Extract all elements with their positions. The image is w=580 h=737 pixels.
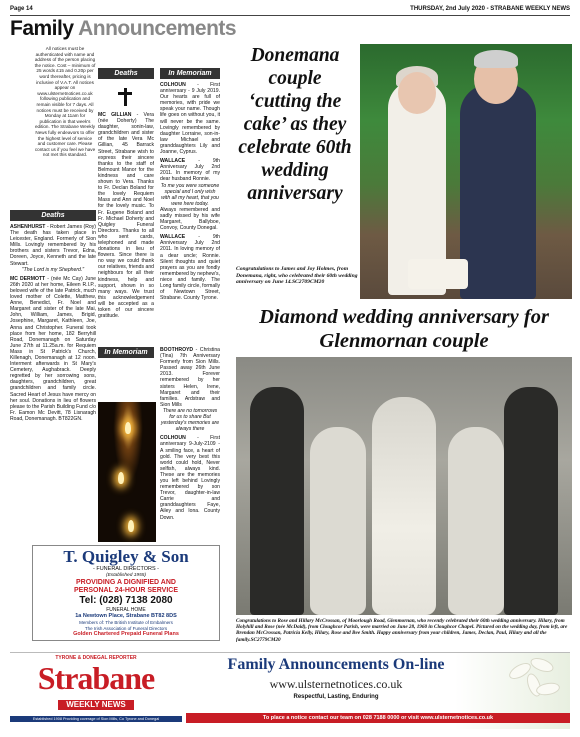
notice-text: - 9th Anniversary July 2nd 2011. In memory of my dear husband Ronnie. [160, 158, 220, 183]
family-announcements-online [186, 653, 570, 729]
notice-name: COLHOUN [160, 435, 186, 442]
ad-established: (Established 1955) [106, 573, 146, 578]
story1-caption: Congratulations to James and Joy Holmes, from Donemana, right, who celebrated their 60th wedding anniversary on June 14.SC2709CM20 [236, 266, 358, 286]
page-top-bar [10, 4, 570, 16]
notice-name: MC GILLIAN [98, 112, 132, 118]
notice-text: - (née Mc Cay) June 26th 2020 at her home, Eileen R.I.P., beloved wife of the late Patrick, much loved mother of Colette, Matthew, Anne, Benedict, Fr. Noel and Margaret and sister of the late Mai, John, William, James, Brigid, Josephine, Margaret, Kathleen, Joe, Anna and Christopher. Funeral took place from her home, 182 Berryhill Road, Donemanagh on Saturday June 27th at 11.25a.m. for Requiem Mass in St Patrick's Church, Killenagh, Donemanagh at 12 noon. Interment afterwards in St Mary's Cemetery, Aughabrack. Deeply regretted by her sorrowing sons, daughters, grandchildren, great grandchildren and family circle. Sacred Heart of Jesus have mercy on her soul. Donations in lieu of flowers please to the Parish Building Fund c/o Fr. Eamon Mc Devitt, 78 Lisnaragh Road, Donemanagh. BT822GN. [10, 275, 96, 422]
death-notice [10, 224, 96, 273]
thanks-notice [98, 112, 154, 319]
ad-slogan-line2: PERSONAL 24-HOUR SERVICE [74, 587, 178, 594]
notice-verse: "The Lord is my Shepherd." [21, 266, 85, 273]
notice-name: COLHOUN [160, 82, 186, 88]
ad-slogan-line1: PROVIDING A DIGNIFIED AND [76, 579, 176, 586]
in-memoriam-header-col3: In Memoriam [160, 68, 220, 79]
notice-text-tail: Always remembered and sadly missed by his wife Margaret, Ballyboe, Convoy, County Donegal. [160, 206, 220, 232]
section-title-word2: Announcements [78, 17, 237, 40]
candle-flame-icon [118, 472, 124, 484]
story2-headline: Diamond wedding anniversary for Glenmornan couple [259, 306, 549, 352]
in-memoriam-column-2b [160, 347, 220, 542]
memoriam-notice [160, 158, 220, 231]
logo-name: Strabane [37, 660, 155, 696]
notice-name: WALLACE [160, 158, 186, 165]
banner-tagline: Respectful, Lasting, Enduring [293, 694, 379, 700]
banner-url-link[interactable]: www.ulsternetnotices.co.uk [269, 677, 403, 691]
memoriam-notice [160, 435, 220, 520]
ad-members-line1: Members of: The British Institute of Embalmers [79, 620, 173, 625]
strabane-weekly-news-logo [10, 653, 182, 729]
notice-verse: There are no tomorrows for us to share But yesterday's memories are always there [160, 407, 220, 433]
notice-text: - Vera (née Doherty) The daughter, sonin-law, grandchildren and sister of the late Vera Mc Gillian, 45 Barrack Street, Strabane wish to express their sincere thanks to the staff of Belmount Manor for the kindness and care shown to Vera. Thanks to Fr. Declan Boland for the lovely Requiem Mass and Ann and Noel for the lovely music. To Fr. Eugene Boland and Fr. Michael Doherty and Quigley Funeral Directors. Thanks to all who sent cards, telephoned and made donations in lieu of flowers. Since there is no way we could thank our relatives, friends and neighbours for all their kindness, help and support, shown in so many ways. We trust this acknowledgement will be accepted as a token of our sincere gratitude. [98, 112, 154, 320]
story2-caption: Congratulations to Rose and Hillary McCrossan, of Moorlough Road, Glenmornan, who recently celebrated their 60th wedding anniversary. Hilary, from Holyhill and Rose (née McDaid), from Cloughcor Parish, were married on June 28, 1960 in Cloughcor Chapel. Pictured on the wedding day, from left, are Brendan McCrossan, Patricia Kelly, Hilary, Rose and Bee Smith. Happy anniversary from your children, James, Declan, Paul, Hilary and all the family.SC2779CM20 [236, 618, 568, 643]
cake-icon [408, 259, 468, 289]
memoriam-notice [160, 234, 220, 301]
banner-contact-strip: To place a notice contact our team on 028 7188 0000 or visit www.ulsternetnotices.co.uk [186, 713, 570, 723]
ad-telephone: Tel: (028) 7138 2080 [79, 595, 173, 606]
anniversary-couple-photo [360, 44, 572, 299]
memoriam-notice [160, 347, 220, 432]
logo-strip: Established 1908 Providing coverage of Sion Mills, Co Tyrone and Donegal [10, 716, 182, 722]
candle-flame-icon [125, 422, 131, 434]
in-memoriam-column-3 [160, 82, 220, 344]
ad-business-name: T. Quigley & Son [63, 547, 189, 566]
notice-text: - First anniversary - 9 July 2019. Our hearts are full of memories, with pride we speak your name. Though life goes on without you, it will never be the same. Lovingly remembered by daughter Lorraine, son-in-law Michael and granddaughters Lily and Joanne, Cyprus. [160, 82, 220, 156]
ad-members-line2: The Irish Association of Funeral Directors [84, 625, 168, 631]
candles-photo [98, 402, 156, 542]
logo-tagline: TYRONE & DONEGAL REPORTER [55, 655, 137, 661]
section-title [10, 17, 237, 43]
notice-text: - Christina (Tina) 7th Anniversary Formerly from Sion Mills. Passed away 26th June 2013. Forever remembered by her sisters Helen, Irene, Margaret and their families. Ardstraw and Sion Mills [160, 347, 220, 408]
online-notices-banner [10, 652, 570, 728]
story1-headline: Donemana couple ‘cutting the cake’ as they celebrate 60th wedding anniversary [238, 45, 352, 204]
issue-date-line: THURSDAY, 2nd July 2020 - STRABANE WEEKLY NEWS [410, 6, 570, 12]
notice-policy-text: All notices must be authenticated with name and address of the person placing the notice. Cost – minimum of 25 words £15 and 0.20p per word thereafter, pricing is inclusive of V.A.T. All notices appear on www.ulsternetnotices.co.uk following publication and remain visible for 7 days. All notices must be received by Monday at 11am for publication in that week's edition. The Strabane Weekly News fully endeavors to offer the highest level of service and customer care. Please contact us if you feel we have not met this standard. [34, 46, 96, 158]
memoriam-notice [160, 82, 220, 155]
deaths-column-2 [98, 112, 154, 344]
page-number: Page 14 [10, 6, 33, 12]
ad-funeral-home: FUNERAL HOME [106, 607, 146, 613]
ad-directors-line: - FUNERAL DIRECTORS - [92, 566, 159, 572]
deaths-header-col1: Deaths [10, 210, 96, 221]
candle-flame-icon [128, 520, 134, 532]
notice-name: BOOTHROYD [160, 347, 194, 353]
lily-flower-icon [504, 657, 564, 711]
section-title-word1: Family [10, 17, 74, 40]
notice-text: - 9th Anniversary July 2nd 2011. In loving memory of a dear uncle; Ronnie. Silent thoughts and quiet prayers as you are fondly remembered by nephew's, niece and family. The Long family circle, formally of Newtown Street, Strabane. County Tyrone. [160, 234, 220, 302]
cross-icon [118, 88, 132, 106]
quigley-funeral-ad [32, 545, 220, 641]
notice-name: ASHENHURST [10, 224, 46, 230]
notice-text: - Robert James (Roy) The death has taken place in Leicester, England. Formerly of Sion Mills. Lovingly remembered by his brothers and sisters Trevor, Edna, Doreen, Joyce, Kenneth and the late Stewart. [10, 224, 96, 267]
wedding-party-photo [236, 357, 572, 615]
death-notice [10, 276, 96, 422]
deaths-column-1 [10, 224, 96, 544]
ad-address: 1a Newtown Place, Strabane BT82 8DS [75, 613, 177, 619]
in-memoriam-header-col2: In Memoriam [98, 347, 154, 358]
deaths-header-col2: Deaths [98, 68, 154, 79]
banner-title: Family Announcements On-line [227, 656, 445, 673]
notice-name: WALLACE [160, 234, 186, 241]
logo-weekly-news: WEEKLY NEWS [58, 700, 134, 710]
ad-prepaid-plans: Golden Chartered Prepaid Funeral Plans [73, 631, 179, 637]
notice-verse: To me you were someone special and I only wish with all my heart, that you were here today. [160, 182, 220, 207]
notice-text: - First anniversary 9-July-2109 - A smiling face, a heart of gold. The very best this world could hold, Never selfish, always kind. These are the memories you left behind Lovingly remembered by son Trevor, daughter-in-law Carrie and granddaughters Faye, Ailey and Iona. County Down. [160, 435, 220, 521]
notice-name: MC DERMOTT [10, 275, 46, 282]
